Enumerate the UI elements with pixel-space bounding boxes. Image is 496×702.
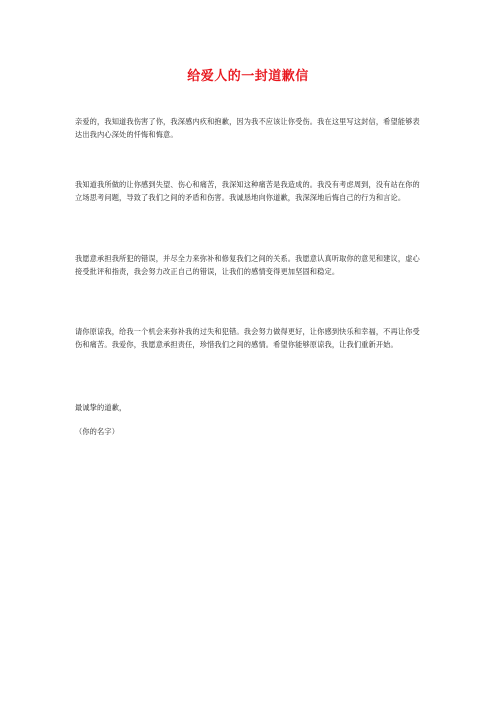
letter-paragraph-4: 请你原谅我，给我一个机会来弥补我的过失和犯错。我会努力做得更好，让你感到快乐和幸福，不再让你受伤和痛苦。我爱你，我愿意承担责任，珍惜我们之间的感情。希望你能够原谅我，让我们重新开始。 — [75, 327, 420, 349]
letter-paragraph-1: 亲爱的，我知道我伤害了你，我深感内疚和抱歉，因为我不应该让你受伤。我在这里写这封信，希望能够表达出我内心深处的忏悔和悔意。 — [75, 117, 420, 139]
document-title: 给爱人的一封道歉信 — [187, 69, 309, 84]
letter-closing: 最诚挚的道歉， — [75, 403, 127, 412]
letter-paragraph-3: 我愿意承担我所犯的错误，并尽全力来弥补和修复我们之间的关系。我愿意认真听取你的意见和建议，虚心接受批评和指责，我会努力改正自己的错误，让我们的感情变得更加坚固和稳定。 — [75, 254, 420, 276]
letter-paragraph-2: 我知道我所做的让你感到失望、伤心和痛苦，我深知这种痛苦是我造成的。我没有考虑周到，没有站在你的立场思考问题，导致了我们之间的矛盾和伤害。我诚恳地向你道歉，我深深地后悔自己的行为和言论。 — [75, 180, 420, 202]
letter-signature: （你的名字） — [75, 427, 120, 436]
